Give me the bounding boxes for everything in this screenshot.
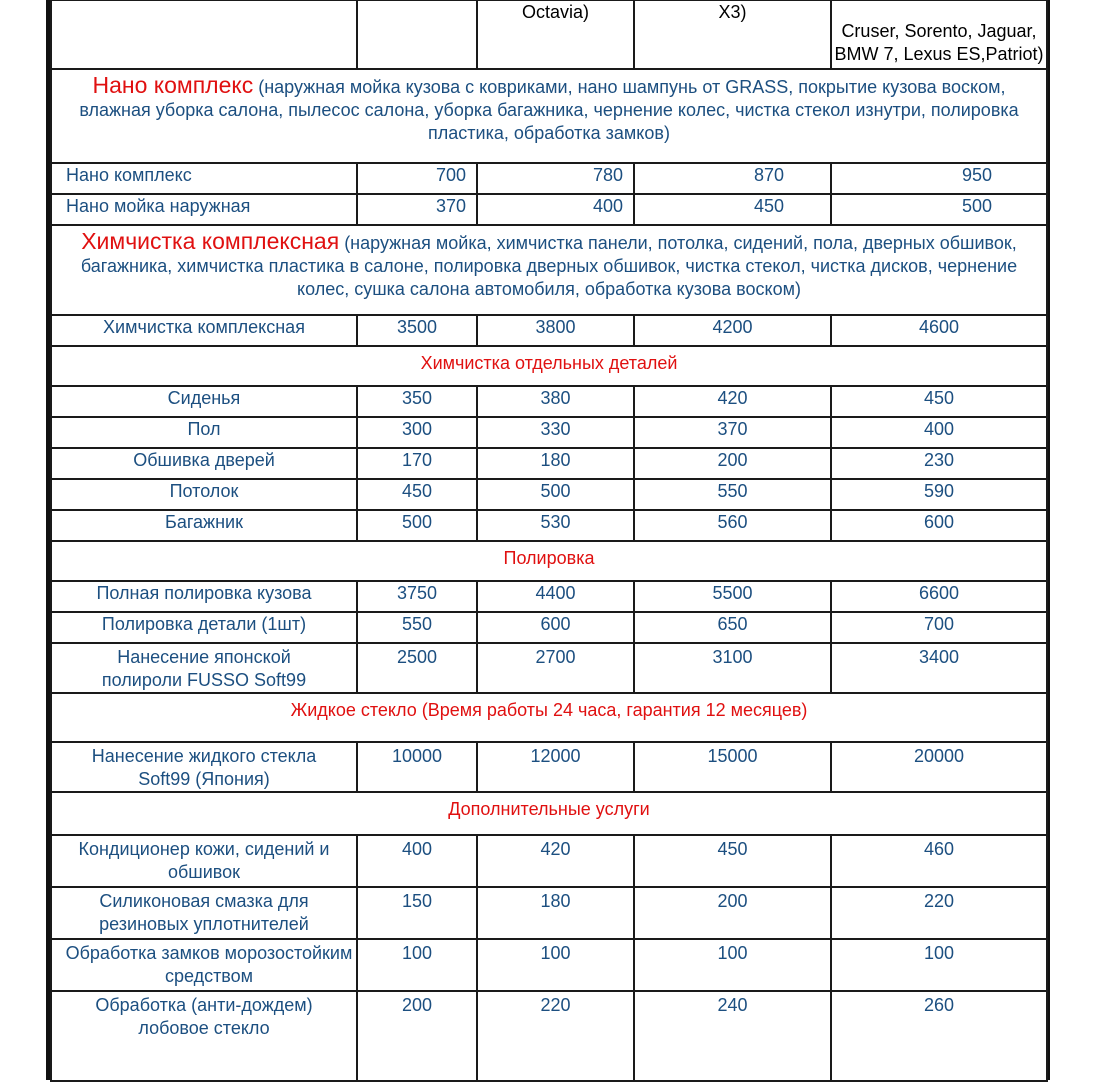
- price-cell: 400: [357, 835, 477, 887]
- price-cell: 4600: [831, 315, 1047, 346]
- table-row: [51, 835, 1047, 887]
- header-cell-service: [51, 0, 357, 69]
- price-cell: 260: [831, 991, 1047, 1081]
- service-label: Багажник: [51, 510, 357, 541]
- price-cell: 3400: [831, 643, 1047, 693]
- table-row: [51, 448, 1047, 479]
- price-cell: 100: [477, 939, 634, 991]
- price-cell: 3800: [477, 315, 634, 346]
- table-row: [51, 742, 1047, 792]
- service-label: Пол: [51, 417, 357, 448]
- table-row: [51, 991, 1047, 1081]
- service-label: Кондиционер кожи, сидений и обшивок: [51, 835, 357, 887]
- price-cell: 100: [831, 939, 1047, 991]
- service-label: Обработка замков морозостойким средством: [51, 939, 357, 991]
- price-cell: 550: [634, 479, 831, 510]
- price-cell: 600: [477, 612, 634, 643]
- section-title: Жидкое стекло (Время работы 24 часа, гарантия 12 месяцев): [51, 693, 1047, 742]
- price-cell: 15000: [634, 742, 831, 792]
- price-cell: 100: [357, 939, 477, 991]
- section-extra: [51, 792, 1047, 835]
- price-cell: 12000: [477, 742, 634, 792]
- price-cell: 150: [357, 887, 477, 939]
- price-cell: 420: [634, 386, 831, 417]
- price-table: [50, 0, 1048, 1082]
- table-row: [51, 386, 1047, 417]
- table-row: [51, 417, 1047, 448]
- price-cell: 6600: [831, 581, 1047, 612]
- table-row: [51, 939, 1047, 991]
- price-cell: 200: [634, 448, 831, 479]
- section-title: Полировка: [51, 541, 1047, 581]
- price-cell: 4200: [634, 315, 831, 346]
- price-cell: 950: [831, 163, 1047, 194]
- service-label: Нано мойка наружная: [51, 194, 357, 225]
- price-cell: 180: [477, 448, 634, 479]
- table-row: [51, 194, 1047, 225]
- price-cell: 330: [477, 417, 634, 448]
- table-row: [51, 581, 1047, 612]
- price-cell: 220: [477, 991, 634, 1081]
- section-title: Дополнительные услуги: [51, 792, 1047, 835]
- price-cell: 350: [357, 386, 477, 417]
- price-cell: 200: [634, 887, 831, 939]
- price-cell: 400: [477, 194, 634, 225]
- table-row: [51, 612, 1047, 643]
- price-cell: 370: [357, 194, 477, 225]
- section-title: Нано комплекс: [92, 72, 254, 98]
- table-row: [51, 163, 1047, 194]
- price-cell: 3750: [357, 581, 477, 612]
- price-cell: 600: [831, 510, 1047, 541]
- table-row: [51, 479, 1047, 510]
- price-cell: 700: [357, 163, 477, 194]
- price-cell: 700: [831, 612, 1047, 643]
- section-title: Химчистка комплексная: [81, 228, 340, 254]
- price-cell: 180: [477, 887, 634, 939]
- price-cell: 450: [831, 386, 1047, 417]
- service-label: Нано комплекс: [51, 163, 357, 194]
- price-cell: 380: [477, 386, 634, 417]
- price-cell: 500: [831, 194, 1047, 225]
- price-cell: 450: [357, 479, 477, 510]
- price-cell: 530: [477, 510, 634, 541]
- price-cell: 560: [634, 510, 831, 541]
- service-label: Обшивка дверей: [51, 448, 357, 479]
- price-cell: 500: [477, 479, 634, 510]
- header-cell-3: X3): [634, 0, 831, 69]
- service-label: Потолок: [51, 479, 357, 510]
- table-row: [51, 643, 1047, 693]
- price-cell: 20000: [831, 742, 1047, 792]
- service-label: Полировка детали (1шт): [51, 612, 357, 643]
- service-label: Химчистка комплексная: [51, 315, 357, 346]
- table-row: [51, 887, 1047, 939]
- service-label: Нанесение жидкого стекла Soft99 (Япония): [51, 742, 357, 792]
- service-label: Силиконовая смазка для резиновых уплотнителей: [51, 887, 357, 939]
- price-cell: 2500: [357, 643, 477, 693]
- price-cell: 870: [634, 163, 831, 194]
- price-cell: 420: [477, 835, 634, 887]
- price-cell: 460: [831, 835, 1047, 887]
- section-description: (наружная мойка, химчистка панели, потолка, сидений, пола, дверных обшивок, багажника, химчистка пластика в салоне, полировка дверных обшивок, чистка стекол, чистка дисков, чернение колес, сушка салона автомобиля, обработка кузова воском): [80, 233, 1018, 299]
- section-description: (наружная мойка кузова с ковриками, нано шампунь от GRASS, покрытие кузова воском, влажная уборка салона, пылесос салона, уборка багажника, чернение колес, чистка стекол изнутри, полировка пластика, обработка замков): [79, 77, 1019, 143]
- price-cell: 450: [634, 835, 831, 887]
- price-cell: 10000: [357, 742, 477, 792]
- price-cell: 220: [831, 887, 1047, 939]
- table-row: [51, 510, 1047, 541]
- price-cell: 370: [634, 417, 831, 448]
- section-parts: [51, 346, 1047, 386]
- price-cell: 500: [357, 510, 477, 541]
- price-cell: 200: [357, 991, 477, 1081]
- price-cell: 550: [357, 612, 477, 643]
- section-glass: [51, 693, 1047, 742]
- price-cell: 230: [831, 448, 1047, 479]
- price-cell: 240: [634, 991, 831, 1081]
- section-nano: [51, 69, 1047, 163]
- price-cell: 590: [831, 479, 1047, 510]
- price-cell: 450: [634, 194, 831, 225]
- header-row: [51, 0, 1047, 69]
- service-label: Нанесение японской полироли FUSSO Soft99: [51, 643, 357, 693]
- price-cell: 300: [357, 417, 477, 448]
- header-cell-4: Cruser, Sorento, Jaguar, BMW 7, Lexus ES,Patriot): [831, 0, 1047, 69]
- price-cell: 2700: [477, 643, 634, 693]
- price-cell: 100: [634, 939, 831, 991]
- service-label: Обработка (анти-дождем) лобовое стекло: [51, 991, 357, 1081]
- price-cell: 5500: [634, 581, 831, 612]
- price-cell: 170: [357, 448, 477, 479]
- service-label: Полная полировка кузова: [51, 581, 357, 612]
- price-cell: 780: [477, 163, 634, 194]
- header-cell-2: Octavia): [477, 0, 634, 69]
- price-cell: 3100: [634, 643, 831, 693]
- price-cell: 3500: [357, 315, 477, 346]
- section-title: Химчистка отдельных деталей: [51, 346, 1047, 386]
- price-cell: 650: [634, 612, 831, 643]
- price-cell: 400: [831, 417, 1047, 448]
- section-chem: [51, 225, 1047, 315]
- table-row: [51, 315, 1047, 346]
- section-polish: [51, 541, 1047, 581]
- service-label: Сиденья: [51, 386, 357, 417]
- price-cell: 4400: [477, 581, 634, 612]
- header-cell-1: [357, 0, 477, 69]
